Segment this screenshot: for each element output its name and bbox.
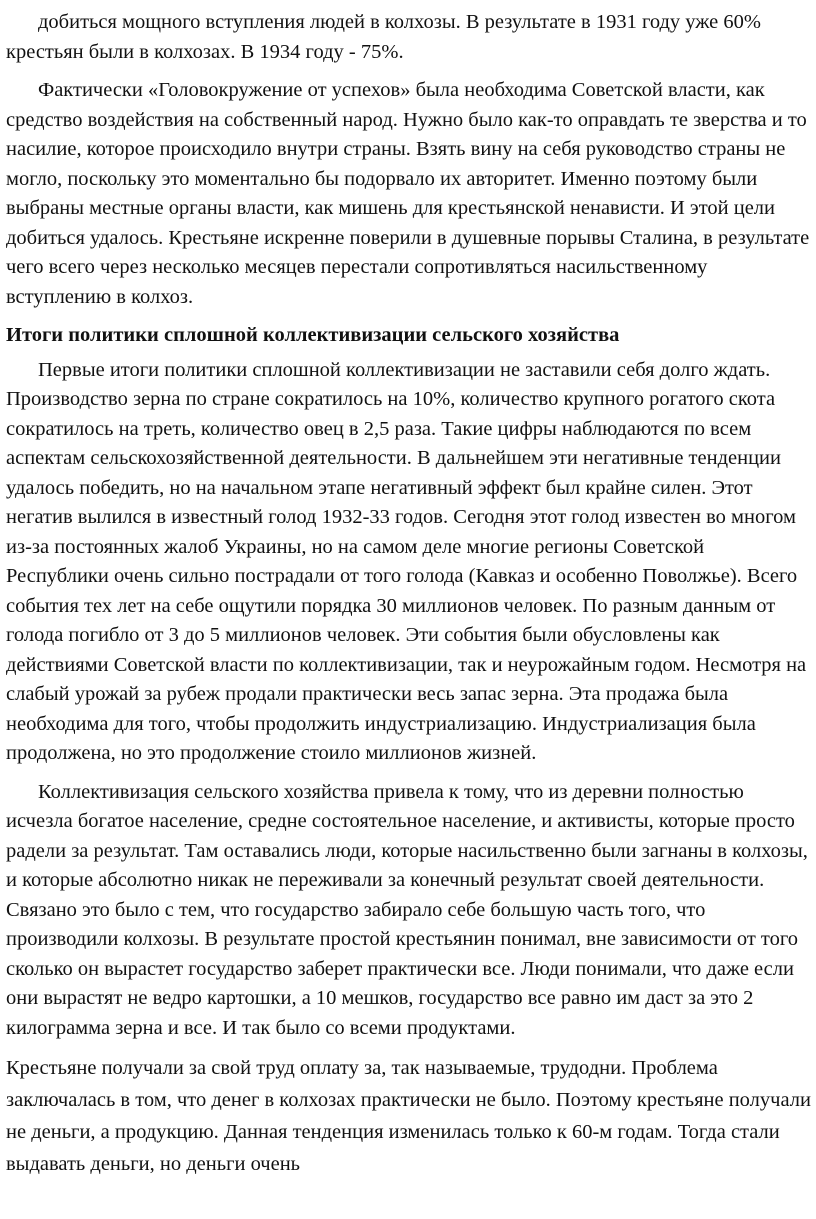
paragraph-workdays: Крестьяне получали за свой труд оплату за, так называемые, трудодни. Проблема заключалась в том, что денег в колхозах практически не было. Поэтому крестьяне получали не деньги, а продукцию. Данная тенденция изменилась только к 60-м годам. Тогда стали выдавать деньги, но деньги очень bbox=[6, 1057, 811, 1175]
paragraph-results: Первые итоги политики сплошной коллективизации не заставили себя долго ждать. Производство зерна по стране сократилось на 10%, количество крупного рогатого скота сократилось на треть, количество овец в 2,5 раза. Такие цифры наблюдаются по всем аспектам сельскохозяйственной деятельности. В дальнейшем эти негативные тенденции удалось победить, но на начальном этапе негативный эффект был крайне силен. Этот негатив вылился в известный голод 1932-33 годов. Сегодня этот голод известен во многом из-за постоянных жалоб Украины, но на самом деле многие регионы Советской Республики очень сильно пострадали от того голода (Кавказ и особенно Поволжье). Всего события тех лет на себе ощутили порядка 30 миллионов человек. По разным данным от голода погибло от 3 до 5 миллионов человек. Эти события были обусловлены как действиями Советской власти по коллективизации, так и неурожайным годом. Несмотря на слабый урожай за рубеж продали практически весь запас зерна. Эта продажа была необходима для того, чтобы продолжить индустриализацию. Индустриализация была продолжена, но это продолжение стоило миллионов жизней. bbox=[6, 358, 807, 764]
paragraph-consequences: Коллективизация сельского хозяйства привела к тому, что из деревни полностью исчезла богатое население, средне состоятельное население, и активисты, которые просто радели за результат. Там оставались люди, которые насильственно были загнаны в колхозы, и которые абсолютно никак не переживали за конечный результат своей деятельности. Связано это было с тем, что государство забирало себе большую часть того, что производили колхозы. В результате простой крестьянин понимал, вне зависимости от того сколько он вырастет государство заберет практически все. Люди понимали, что даже если они вырастят не ведро картошки, а 10 мешков, государство все равно им даст за это 2 килограмма зерна и все. И так было со всеми продуктами. bbox=[6, 780, 808, 1039]
section-heading: Итоги политики сплошной коллективизации сельского хозяйства bbox=[6, 324, 620, 346]
paragraph-dizziness: Фактически «Головокружение от успехов» была необходима Советской власти, как средство воздействия на собственный народ. Нужно было как-то оправдать те зверства и то насилие, которое происходило внутри страны. Взять вину на себя руководство страны не могло, поскольку это моментально бы подорвало их авторитет. Именно поэтому были выбраны местные органы власти, как мишень для крестьянской ненависти. И этой цели добиться удалось. Крестьяне искренне поверили в душевные порывы Сталина, в результате чего всего через несколько месяцев перестали сопротивляться насильственному вступлению в колхоз. bbox=[6, 79, 810, 308]
paragraph-intro: добиться мощного вступления людей в колхозы. В результате в 1931 году уже 60% крестьян были в колхозах. В 1934 году - 75%. bbox=[6, 11, 761, 63]
